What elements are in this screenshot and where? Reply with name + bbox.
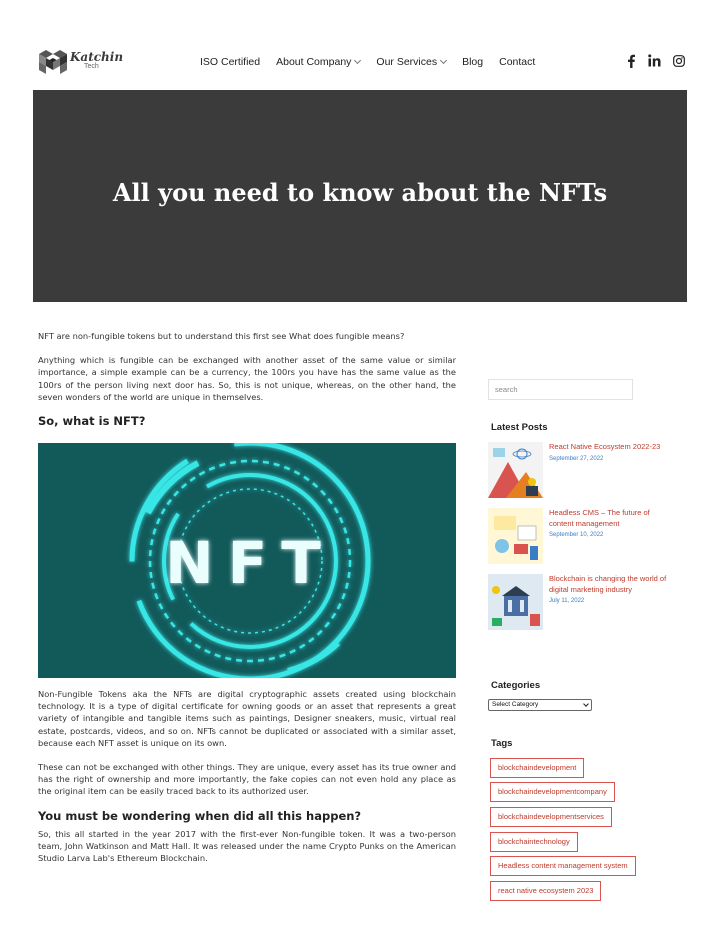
category-select[interactable]	[488, 699, 592, 711]
linkedin-icon[interactable]	[648, 54, 661, 73]
headless-cms-thumbnail-icon	[488, 508, 543, 564]
tag-link[interactable]: blockchaindevelopment	[490, 758, 584, 778]
facebook-icon[interactable]	[626, 54, 636, 73]
nav-iso-certified[interactable]	[200, 56, 260, 68]
post-title[interactable]: Headless CMS – The future of content management	[549, 508, 650, 528]
logo-cubes-icon	[38, 48, 68, 76]
post-title-link[interactable]	[549, 574, 674, 607]
chevron-down-icon	[440, 57, 447, 64]
article-paragraph: These can not be exchanged with other things. They are unique, every asset has its true owner and has the right of ownership and more importantly, the fake copies can not even hold any place as the original item can be easily traced back to its authorized user.	[38, 762, 456, 797]
categories-title: Categories	[491, 680, 541, 691]
category-select-value: Select Category	[492, 701, 539, 708]
nft-neon-graphic	[38, 443, 456, 678]
post-date: July 11, 2022	[549, 598, 585, 604]
article-paragraph: Non-Fungible Tokens aka the NFTs are digital cryptographic assets created using blockchain technology. It is a type of digital certificate for owning goods or an asset that represents a great variety of intangible and tangible items such as paintings, Designer sneakers, music, virtual real estate, postcards, videos, and so on. NFTs cannot be duplicated or associated with a similar asset, because each NFT asset is unique on its own.	[38, 689, 456, 748]
section-heading-what-is-nft: So, what is NFT?	[38, 414, 146, 429]
main-nav	[200, 56, 551, 68]
search-input[interactable]: search	[488, 379, 633, 400]
nav-label: About Company	[276, 56, 352, 68]
instagram-icon[interactable]	[673, 54, 685, 73]
post-thumbnail[interactable]	[488, 508, 543, 564]
post-title[interactable]: Blockchain is changing the world of digital marketing industry	[549, 574, 667, 594]
tags-title: Tags	[491, 738, 513, 749]
article	[38, 330, 456, 864]
site-header	[0, 40, 720, 86]
page-title: All you need to know about the NFTs	[112, 178, 608, 207]
post-title[interactable]: React Native Ecosystem 2022-23	[549, 442, 661, 451]
article-paragraph: Anything which is fungible can be exchanged with another asset of the same value or similar importance, a simple example can be a currency, the 100rs you have has the same value as the 100rs of the person living next door has. So, this is not unique, whereas, on the other hand, the seven wonders of the world are unique in themselves.	[38, 355, 456, 402]
tag-link[interactable]: Headless content management system	[490, 856, 636, 876]
nft-image-label: NFT	[165, 529, 335, 597]
nav-label: Blog	[462, 56, 484, 68]
blockchain-marketing-thumbnail-icon	[488, 574, 543, 630]
section-heading-when: You must be wondering when did all this happen?	[38, 808, 362, 823]
tag-link[interactable]: react native ecosystem 2023	[490, 881, 601, 901]
tag-link[interactable]: blockchaintechnology	[490, 832, 578, 852]
tag-link[interactable]: blockchaindevelopmentservices	[490, 807, 612, 827]
nav-label: Our Services	[376, 56, 438, 68]
post-thumbnail[interactable]	[488, 442, 543, 498]
post-date: September 27, 2022	[549, 455, 604, 462]
nav-label: Contact	[499, 56, 536, 68]
article-paragraph: So, this all started in the year 2017 with the first-ever Non-fungible token. It was a two-person team, John Watkinson and Matt Hall. It was released under the name Crypto Punks on the American Studio Larva Lab's Ethereum Blockchain.	[38, 828, 456, 864]
hero-banner	[33, 90, 687, 302]
post-thumbnail[interactable]	[488, 574, 543, 630]
logo[interactable]	[38, 48, 128, 78]
nav-about-company[interactable]	[276, 56, 360, 68]
latest-posts-title: Latest Posts	[491, 422, 548, 433]
latest-post-item[interactable]	[488, 508, 678, 564]
post-title-link[interactable]	[549, 508, 674, 541]
latest-post-item[interactable]	[488, 574, 678, 630]
nft-image	[38, 443, 456, 678]
nav-label: ISO Certified	[200, 56, 261, 68]
latest-post-item[interactable]	[488, 442, 678, 498]
post-date: September 10, 2022	[549, 532, 604, 538]
chevron-down-icon	[583, 701, 589, 707]
nav-contact[interactable]	[499, 56, 535, 68]
brand-name: Katchin	[70, 50, 124, 64]
brand-sub: Tech	[84, 63, 99, 70]
react-ecosystem-thumbnail-icon	[488, 442, 543, 498]
article-body	[38, 688, 456, 876]
social-links	[626, 54, 685, 73]
post-title-link[interactable]	[549, 442, 674, 464]
chevron-down-icon	[354, 57, 361, 64]
tag-link[interactable]: blockchaindevelopmentcompany	[490, 782, 615, 802]
nav-blog[interactable]	[462, 56, 483, 68]
article-intro: NFT are non-fungible tokens but to understand this first see What does fungible means?	[38, 331, 405, 341]
nav-our-services[interactable]	[376, 56, 446, 68]
